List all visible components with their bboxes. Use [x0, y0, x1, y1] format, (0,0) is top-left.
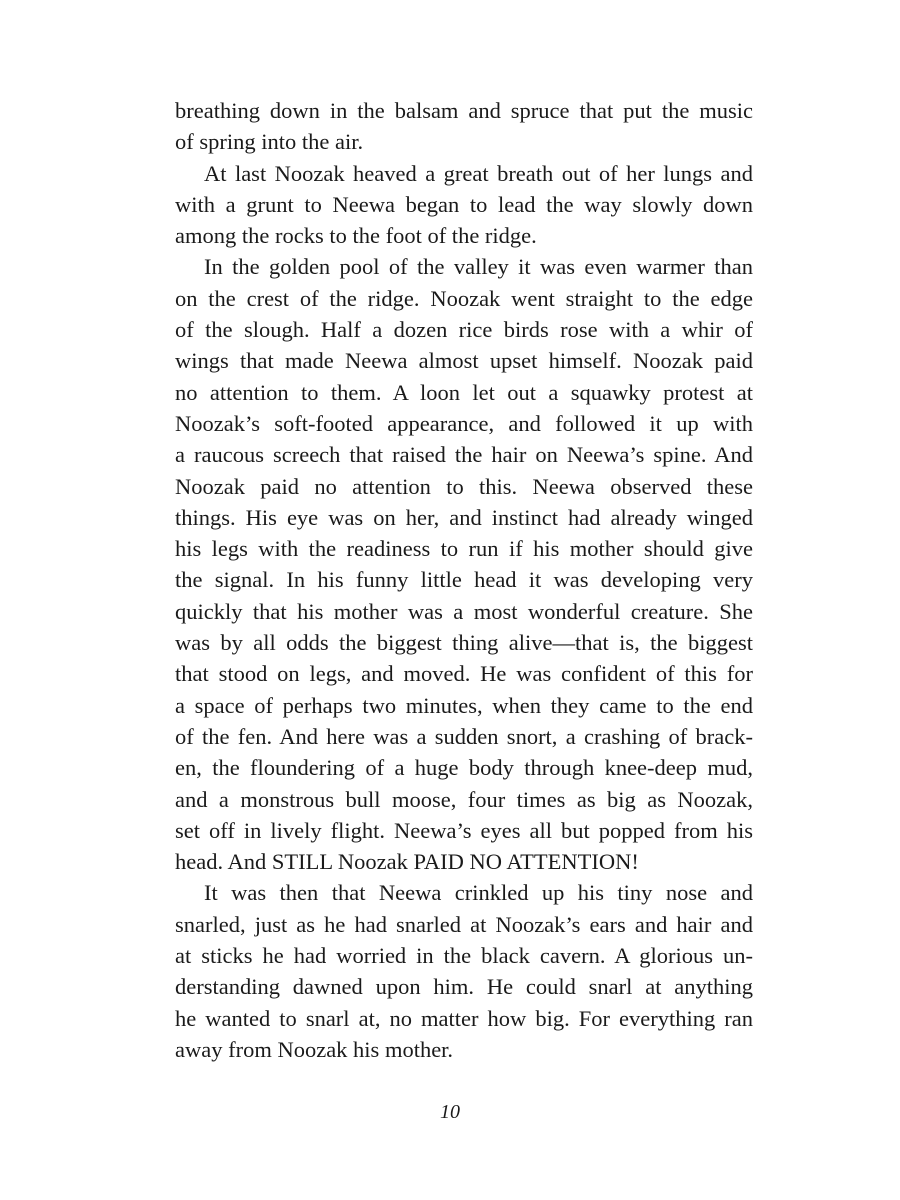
paragraph: [175, 158, 753, 252]
text-line: no attention to them. A loon let out a squawky protest at: [175, 379, 753, 405]
text-line: he wanted to snarl at, no matter how big. For everything ran: [175, 1005, 753, 1031]
text-line: It was then that Neewa crinkled up his tiny nose and: [204, 880, 753, 906]
text-line: away from Noozak his mother.: [175, 1036, 454, 1062]
body-text: [175, 95, 753, 1065]
paragraph: [175, 251, 753, 877]
text-line: Noozak paid no attention to this. Neewa observed these: [175, 473, 753, 499]
text-line: wings that made Neewa almost upset himself. Noozak paid: [175, 348, 753, 374]
text-line: At last Noozak heaved a great breath out of her lungs and: [204, 160, 753, 186]
paragraph: [175, 95, 753, 158]
text-line: quickly that his mother was a most wonderful creature. She: [175, 598, 753, 624]
text-line: and a monstrous bull moose, four times as big as Noozak,: [175, 786, 753, 812]
text-line: of spring into the air.: [175, 129, 364, 155]
paragraph: [175, 877, 753, 1065]
text-line: set off in lively flight. Neewa’s eyes all but popped from his: [175, 817, 753, 843]
text-line: In the golden pool of the valley it was even warmer than: [204, 254, 753, 280]
text-line: head. And STILL Noozak PAID NO ATTENTION!: [175, 849, 639, 875]
text-line: of the slough. Half a dozen rice birds rose with a whir of: [175, 317, 753, 343]
text-line: among the rocks to the foot of the ridge.: [175, 223, 537, 249]
text-line: breathing down in the balsam and spruce that put the music: [175, 98, 753, 123]
text-line: en, the floundering of a huge body through knee-deep mud,: [175, 755, 753, 781]
text-line: his legs with the readiness to run if his mother should give: [175, 536, 753, 562]
text-line: things. His eye was on her, and instinct had already winged: [175, 504, 753, 530]
text-line: of the fen. And here was a sudden snort, a crashing of brack-: [175, 723, 753, 749]
text-line: derstanding dawned upon him. He could snarl at anything: [175, 974, 753, 1000]
text-line: a space of perhaps two minutes, when they came to the end: [175, 692, 753, 718]
text-line: with a grunt to Neewa began to lead the way slowly down: [175, 191, 753, 217]
text-line: at sticks he had worried in the black cavern. A glorious un-: [175, 943, 753, 969]
text-line: Noozak’s soft-footed appearance, and followed it up with: [175, 410, 753, 436]
text-line: that stood on legs, and moved. He was confident of this for: [175, 661, 753, 687]
text-line: snarled, just as he had snarled at Noozak’s ears and hair and: [175, 911, 753, 937]
text-line: on the crest of the ridge. Noozak went straight to the edge: [175, 285, 753, 311]
text-line: a raucous screech that raised the hair on Neewa’s spine. And: [175, 442, 753, 468]
text-line: the signal. In his funny little head it was developing very: [175, 567, 753, 593]
text-line: was by all odds the biggest thing alive—that is, the biggest: [175, 630, 753, 656]
page-number: 10: [440, 1101, 460, 1123]
